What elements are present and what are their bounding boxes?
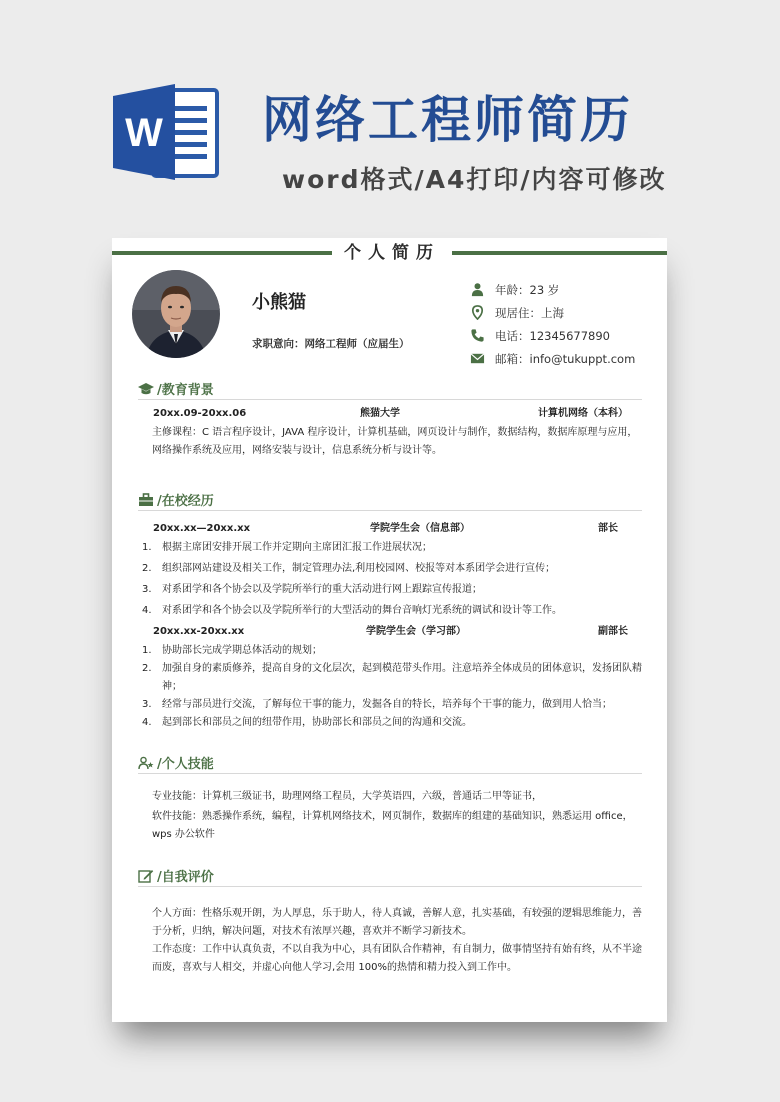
info-phone-text: 电话：12345677890	[495, 328, 610, 343]
campus-job-1	[138, 519, 642, 539]
campus-job-1-duties	[138, 539, 642, 620]
campus-job-2	[138, 622, 642, 642]
phone-icon	[470, 328, 485, 343]
word-logo-icon	[113, 82, 221, 182]
section-skills-title: /个人技能	[157, 757, 214, 772]
section-self-eval-header	[138, 865, 642, 887]
education-courses: 主修课程：C 语言程序设计，JAVA 程序设计，计算机基础，网页设计与制作，数据结构，数据库原理与应用，网络操作系统及应用，网络安装与设计，信息系统分析与设计等。	[152, 427, 638, 456]
info-residence	[470, 301, 635, 324]
word-logo-letter: W	[125, 111, 163, 155]
mail-icon	[470, 351, 485, 366]
section-campus-header	[138, 489, 642, 511]
info-phone	[470, 324, 635, 347]
info-email-text: 邮箱：info@tukuppt.com	[495, 351, 636, 366]
education-school: 熊猫大学	[360, 408, 400, 419]
list-item: 4. 起到部长和部员之间的纽带作用，协助部长和部员之间的沟通和交流。	[142, 717, 472, 728]
resume-card	[112, 238, 667, 1022]
campus-job-1-role: 部长	[598, 523, 618, 534]
banner-tag	[332, 238, 452, 270]
campus-job-2-role: 副部长	[598, 626, 628, 637]
list-item: 1. 根据主席团安排开展工作并定期向主席团汇报工作进展状况；	[142, 542, 432, 553]
campus-job-2-org: 学院学生会（学习部）	[366, 626, 466, 637]
avatar	[132, 270, 220, 358]
resume-banner	[112, 238, 667, 272]
info-age	[470, 278, 635, 301]
graduation-cap-icon	[138, 382, 154, 396]
list-item: 3. 对系团学和各个协会以及学院所举行的重大活动进行网上跟踪宣传报道；	[142, 584, 482, 595]
banner-title: 个人简历	[340, 240, 444, 266]
section-skills	[138, 752, 642, 844]
campus-job-2-duties	[138, 642, 642, 732]
campus-job-2-period: 20xx.xx-20xx.xx	[153, 626, 245, 637]
list-item: 2. 加强自身的素质修养，提高自身的文化层次，起到模范带头作用。注意培养全体成员的团体意识，发扬团队精神；	[142, 663, 642, 692]
candidate-name: 小熊猫	[252, 292, 306, 313]
location-pin-icon	[470, 305, 485, 320]
list-item: 3. 经常与部员进行交流，了解每位干事的能力，发掘各自的特长，培养每个干事的能力，做到用人恰当；	[142, 699, 612, 710]
education-period: 20xx.09-20xx.06	[153, 408, 247, 419]
campus-job-1-period: 20xx.xx—20xx.xx	[153, 523, 251, 534]
section-self-eval-title: /自我评价	[157, 870, 214, 885]
section-education-header	[138, 378, 642, 400]
person-icon	[470, 282, 485, 297]
education-major: 计算机网络（本科）	[538, 408, 628, 419]
skills-pro: 专业技能：计算机三级证书，助理网络工程员，大学英语四，六级，普通话二甲等证书，	[152, 791, 542, 802]
section-campus	[138, 489, 642, 732]
job-intent: 求职意向：网络工程师（应届生）	[252, 338, 410, 350]
contact-info	[470, 278, 635, 370]
self-eval-personal: 个人方面：性格乐观开朗，为人厚息，乐于助人，待人真诚，善解人意，扎实基础，有较强的逻辑思维能力，善于分析，归纳，解决问题，对技术有浓厚兴趣，喜欢并不断学习新技术。	[152, 908, 642, 937]
list-item: 2. 组织部网站建设及相关工作，制定管理办法,利用校园网、校报等对本系团学会进行宣传；	[142, 563, 556, 574]
section-campus-title: /在校经历	[157, 494, 214, 509]
self-eval-attitude: 工作态度：工作中认真负责，不以自我为中心，具有团队合作精神，有自制力，做事情坚持有始有终，从不半途而废，喜欢与人相交，并虚心向他人学习,会用 100%的热情和精力投入到工作中。	[152, 944, 642, 973]
edit-icon	[138, 869, 154, 883]
info-email	[470, 347, 635, 370]
promo-subtitle: word格式/A4打印/内容可修改	[282, 165, 667, 194]
list-item: 1. 协助部长完成学期总体活动的规划；	[142, 645, 322, 656]
campus-job-1-org: 学院学生会（信息部）	[370, 523, 470, 534]
section-education-title: /教育背景	[157, 383, 214, 398]
list-item: 4. 对系团学和各个协会以及学院所举行的大型活动的舞台音响灯光系统的调试和设计等工作。	[142, 605, 562, 616]
info-age-text: 年龄：23 岁	[495, 282, 560, 297]
briefcase-icon	[138, 493, 154, 507]
education-line	[138, 404, 642, 424]
promo-title: 网络工程师简历	[262, 91, 633, 149]
skills-software: 软件技能：熟悉操作系统，编程，计算机网络技术，网页制作，数据库的组建的基础知识，熟悉运用 office，wps 办公软件	[152, 811, 633, 840]
people-star-icon	[138, 756, 154, 770]
section-self-eval	[138, 865, 642, 977]
section-skills-header	[138, 752, 642, 774]
info-residence-text: 现居住：上海	[495, 305, 564, 320]
section-education	[138, 378, 642, 460]
